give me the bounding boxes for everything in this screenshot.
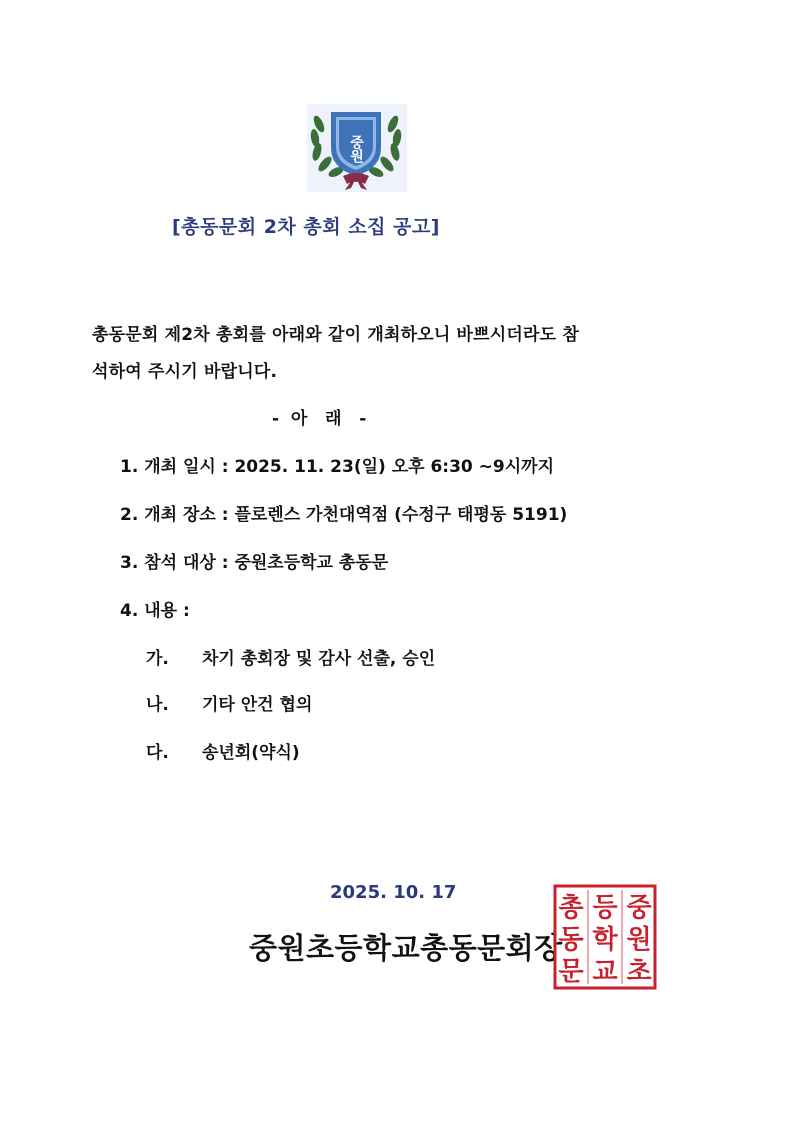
item-contents: 4. 내용 : bbox=[120, 601, 190, 621]
item-datetime: 1. 개최 일시 : 2025. 11. 23(일) 오후 6:30 ~9시까지 bbox=[120, 457, 555, 477]
sub-item-text: 송년회(약식) bbox=[202, 743, 300, 763]
notice-title: [총동문회 2차 총회 소집 공고] bbox=[172, 216, 440, 238]
svg-text:교: 교 bbox=[592, 957, 618, 987]
sub-item-mark: 가. bbox=[146, 649, 169, 669]
signer-title: 중원초등학교총동문회장 bbox=[249, 931, 563, 965]
svg-text:학: 학 bbox=[592, 925, 618, 955]
svg-text:원: 원 bbox=[626, 925, 652, 955]
school-emblem-icon bbox=[305, 104, 409, 192]
svg-text:총: 총 bbox=[558, 893, 584, 923]
svg-text:문: 문 bbox=[558, 957, 584, 987]
svg-text:중: 중 bbox=[626, 893, 652, 923]
sub-item-mark: 다. bbox=[146, 743, 169, 763]
intro-line-2: 석하여 주시기 바랍니다. bbox=[92, 362, 278, 382]
svg-text:등: 등 bbox=[592, 893, 618, 923]
issue-date: 2025. 10. 17 bbox=[330, 882, 457, 903]
intro-line-1: 총동문회 제2차 총회를 아래와 같이 개최하오니 바쁘시더라도 참 bbox=[92, 325, 580, 345]
sub-item bbox=[146, 644, 435, 669]
svg-text:동: 동 bbox=[558, 925, 584, 955]
item-venue: 2. 개최 장소 : 플로렌스 가천대역점 (수정구 태평동 5191) bbox=[120, 505, 568, 525]
official-seal-icon bbox=[553, 884, 657, 990]
svg-text:초: 초 bbox=[626, 957, 652, 987]
sub-item-text: 기타 안건 협의 bbox=[202, 695, 313, 715]
item-attendees: 3. 참석 대상 : 중원초등학교 총동문 bbox=[120, 553, 389, 573]
emblem-text: 중원 bbox=[348, 135, 364, 163]
sub-item bbox=[146, 738, 300, 763]
sub-item bbox=[146, 690, 312, 715]
sub-item-mark: 나. bbox=[146, 695, 169, 715]
sub-item-text: 차기 총회장 및 감사 선출, 승인 bbox=[202, 649, 436, 669]
arae-separator: - 아 래 - bbox=[272, 409, 367, 429]
